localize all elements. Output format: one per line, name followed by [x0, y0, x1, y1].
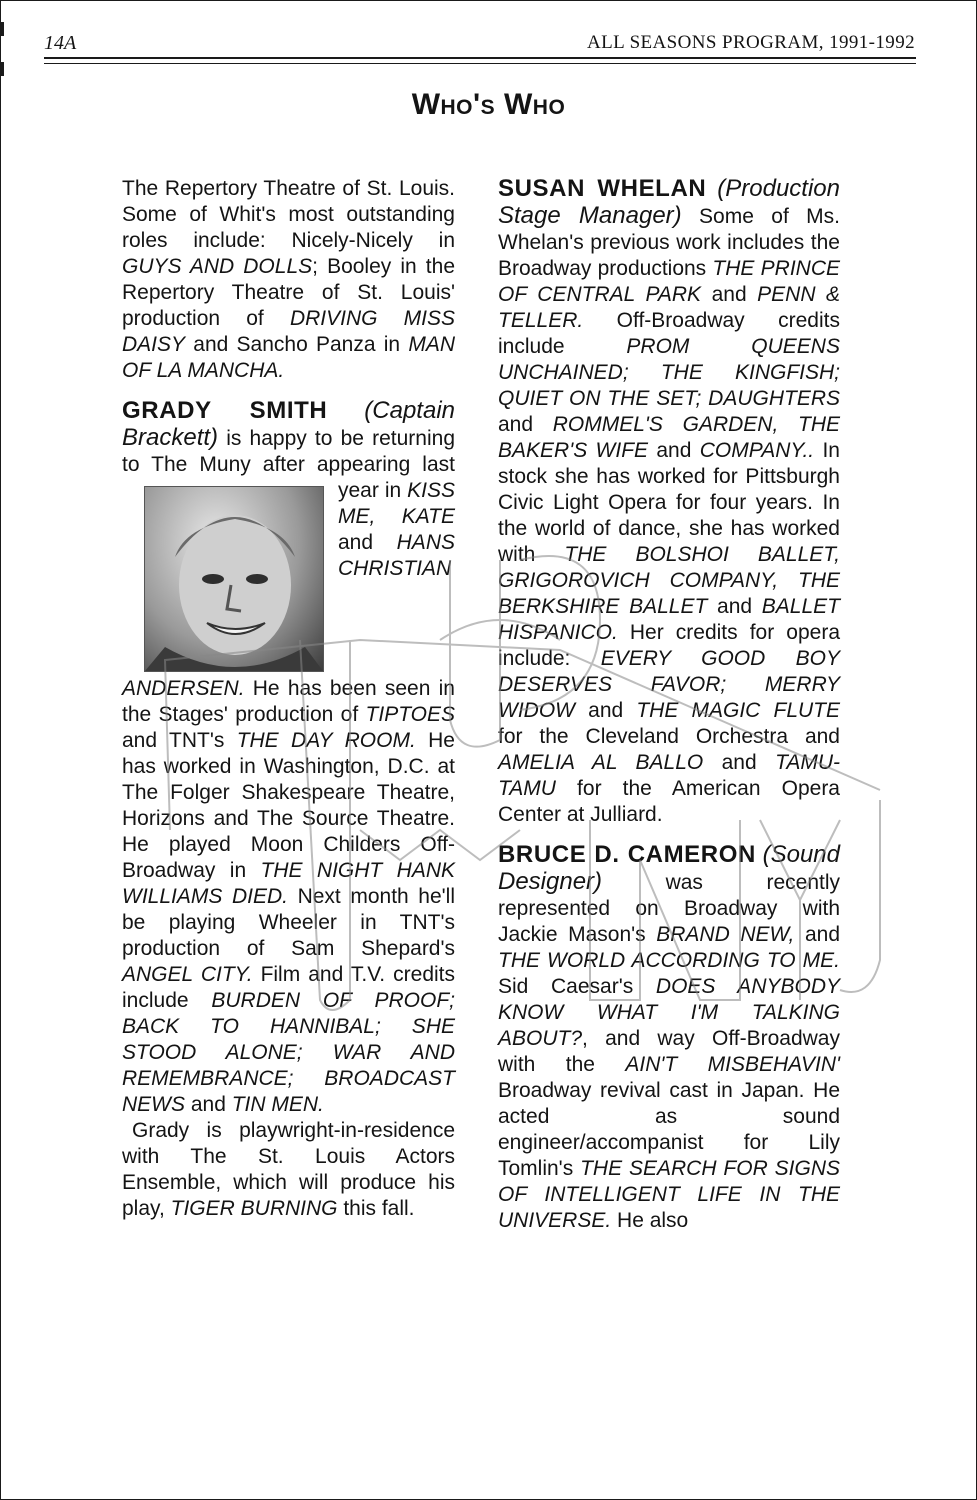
scan-edge-mark	[0, 22, 4, 36]
running-header: ALL SEASONS PROGRAM, 1991-1992	[587, 32, 915, 53]
bio-name: GRADY SMITH	[122, 397, 328, 424]
whit-bio-continued: The Repertory Theatre of St. Louis. Some of Whit's most outstanding roles include: Nicely-Nicely in GUYS AND DOLLS; Booley in the Repertory Theatre of St. Louis' production of DRIVING MISS DAISY and Sancho Panza in MAN OF LA MANCHA.	[122, 177, 456, 382]
right-column	[498, 176, 840, 1234]
bruce-cameron-bio: BRUCE D. CAMERON (Sound Designer) was recently represented on Broadway with Jackie Mason's BRAND NEW, and THE WORLD ACCORDING TO ME. Sid Caesar's DOES ANYBODY KNOW WHAT I'M TALKING ABOUT?, and way Off-Broadway with the AIN'T MISBEHAVIN' Broadway revival cast in Japan. He acted as sound engineer/accompanist for Lily Tomlin's THE SEARCH FOR SIGNS OF INTELLIGENT LIFE IN THE UNIVERSE. He also	[498, 841, 841, 1232]
header-rule	[44, 57, 916, 59]
scan-edge-mark	[0, 62, 4, 76]
page-number: 14A	[44, 32, 77, 54]
susan-whelan-bio: SUSAN WHELAN (Production Stage Manager) Some of Ms. Whelan's previous work includes the Broadway productions THE PRINCE OF CENTRAL PARK and PENN & TELLER. Off-Broadway credits include PROM QUEENS UNCHAINED; THE KINGFISH; QUIET ON THE SET; DAUGHTERS and ROMMEL'S GARDEN, THE BAKER'S WIFE and COMPANY.. In stock she has worked for Pittsburgh Civic Light Opera for four years. In the world of dance, she has worked with THE BOLSHOI BALLET, GRIGOROVICH COMPANY, THE BERKSHIRE BALLET and BALLET HISPANICO. Her credits for opera include: EVERY GOOD BOY DESERVES FAVOR; MERRY WIDOW and THE MAGIC FLUTE for the Cleveland Orchestra and AMELIA AL BALLO and TAMU-TAMU for the American Opera Center at Julliard.	[498, 175, 841, 826]
bio-role: (Captain Brackett)	[122, 397, 455, 451]
bio-name: SUSAN WHELAN	[498, 175, 707, 202]
bio-role: (Production Stage Manager)	[498, 175, 840, 229]
bio-name: BRUCE D. CAMERON	[498, 841, 756, 868]
left-column	[122, 176, 455, 1222]
page-title: Who's Who	[411, 88, 566, 121]
grady-smith-bio: GRADY SMITH (Captain Brackett) is happy to be returning to The Muny after appearing last year in KISS ME, KATE and HANS CHRISTIAN ANDERSEN. He has been seen in the Stages' production of TIPTOES and TNT's THE DAY ROOM. He has worked in Washington, D.C. at The Folger Shakespeare Theatre, Horizons and The Source Theatre. He played Moon Childers Off-Broadway in THE NIGHT HANK WILLIAMS DIED. Next month he'll be playing Wheeler in TNT's production of Sam Shepard's ANGEL CITY. Film and T.V. credits include BURDEN OF PROOF; BACK TO HANNIBAL; SHE STOOD ALONE; WAR AND REMEMBRANCE; BROADCAST NEWS and TIN MEN.	[122, 397, 456, 1116]
bio-role: (Sound Designer)	[498, 841, 840, 895]
grady-smith-bio-continued: Grady is playwright-in-residence with The St. Louis Actors Ensemble, which will produce his play, TIGER BURNING this fall.	[122, 1119, 455, 1220]
header-rule-thin	[44, 63, 916, 64]
headshot-photo	[144, 486, 324, 672]
